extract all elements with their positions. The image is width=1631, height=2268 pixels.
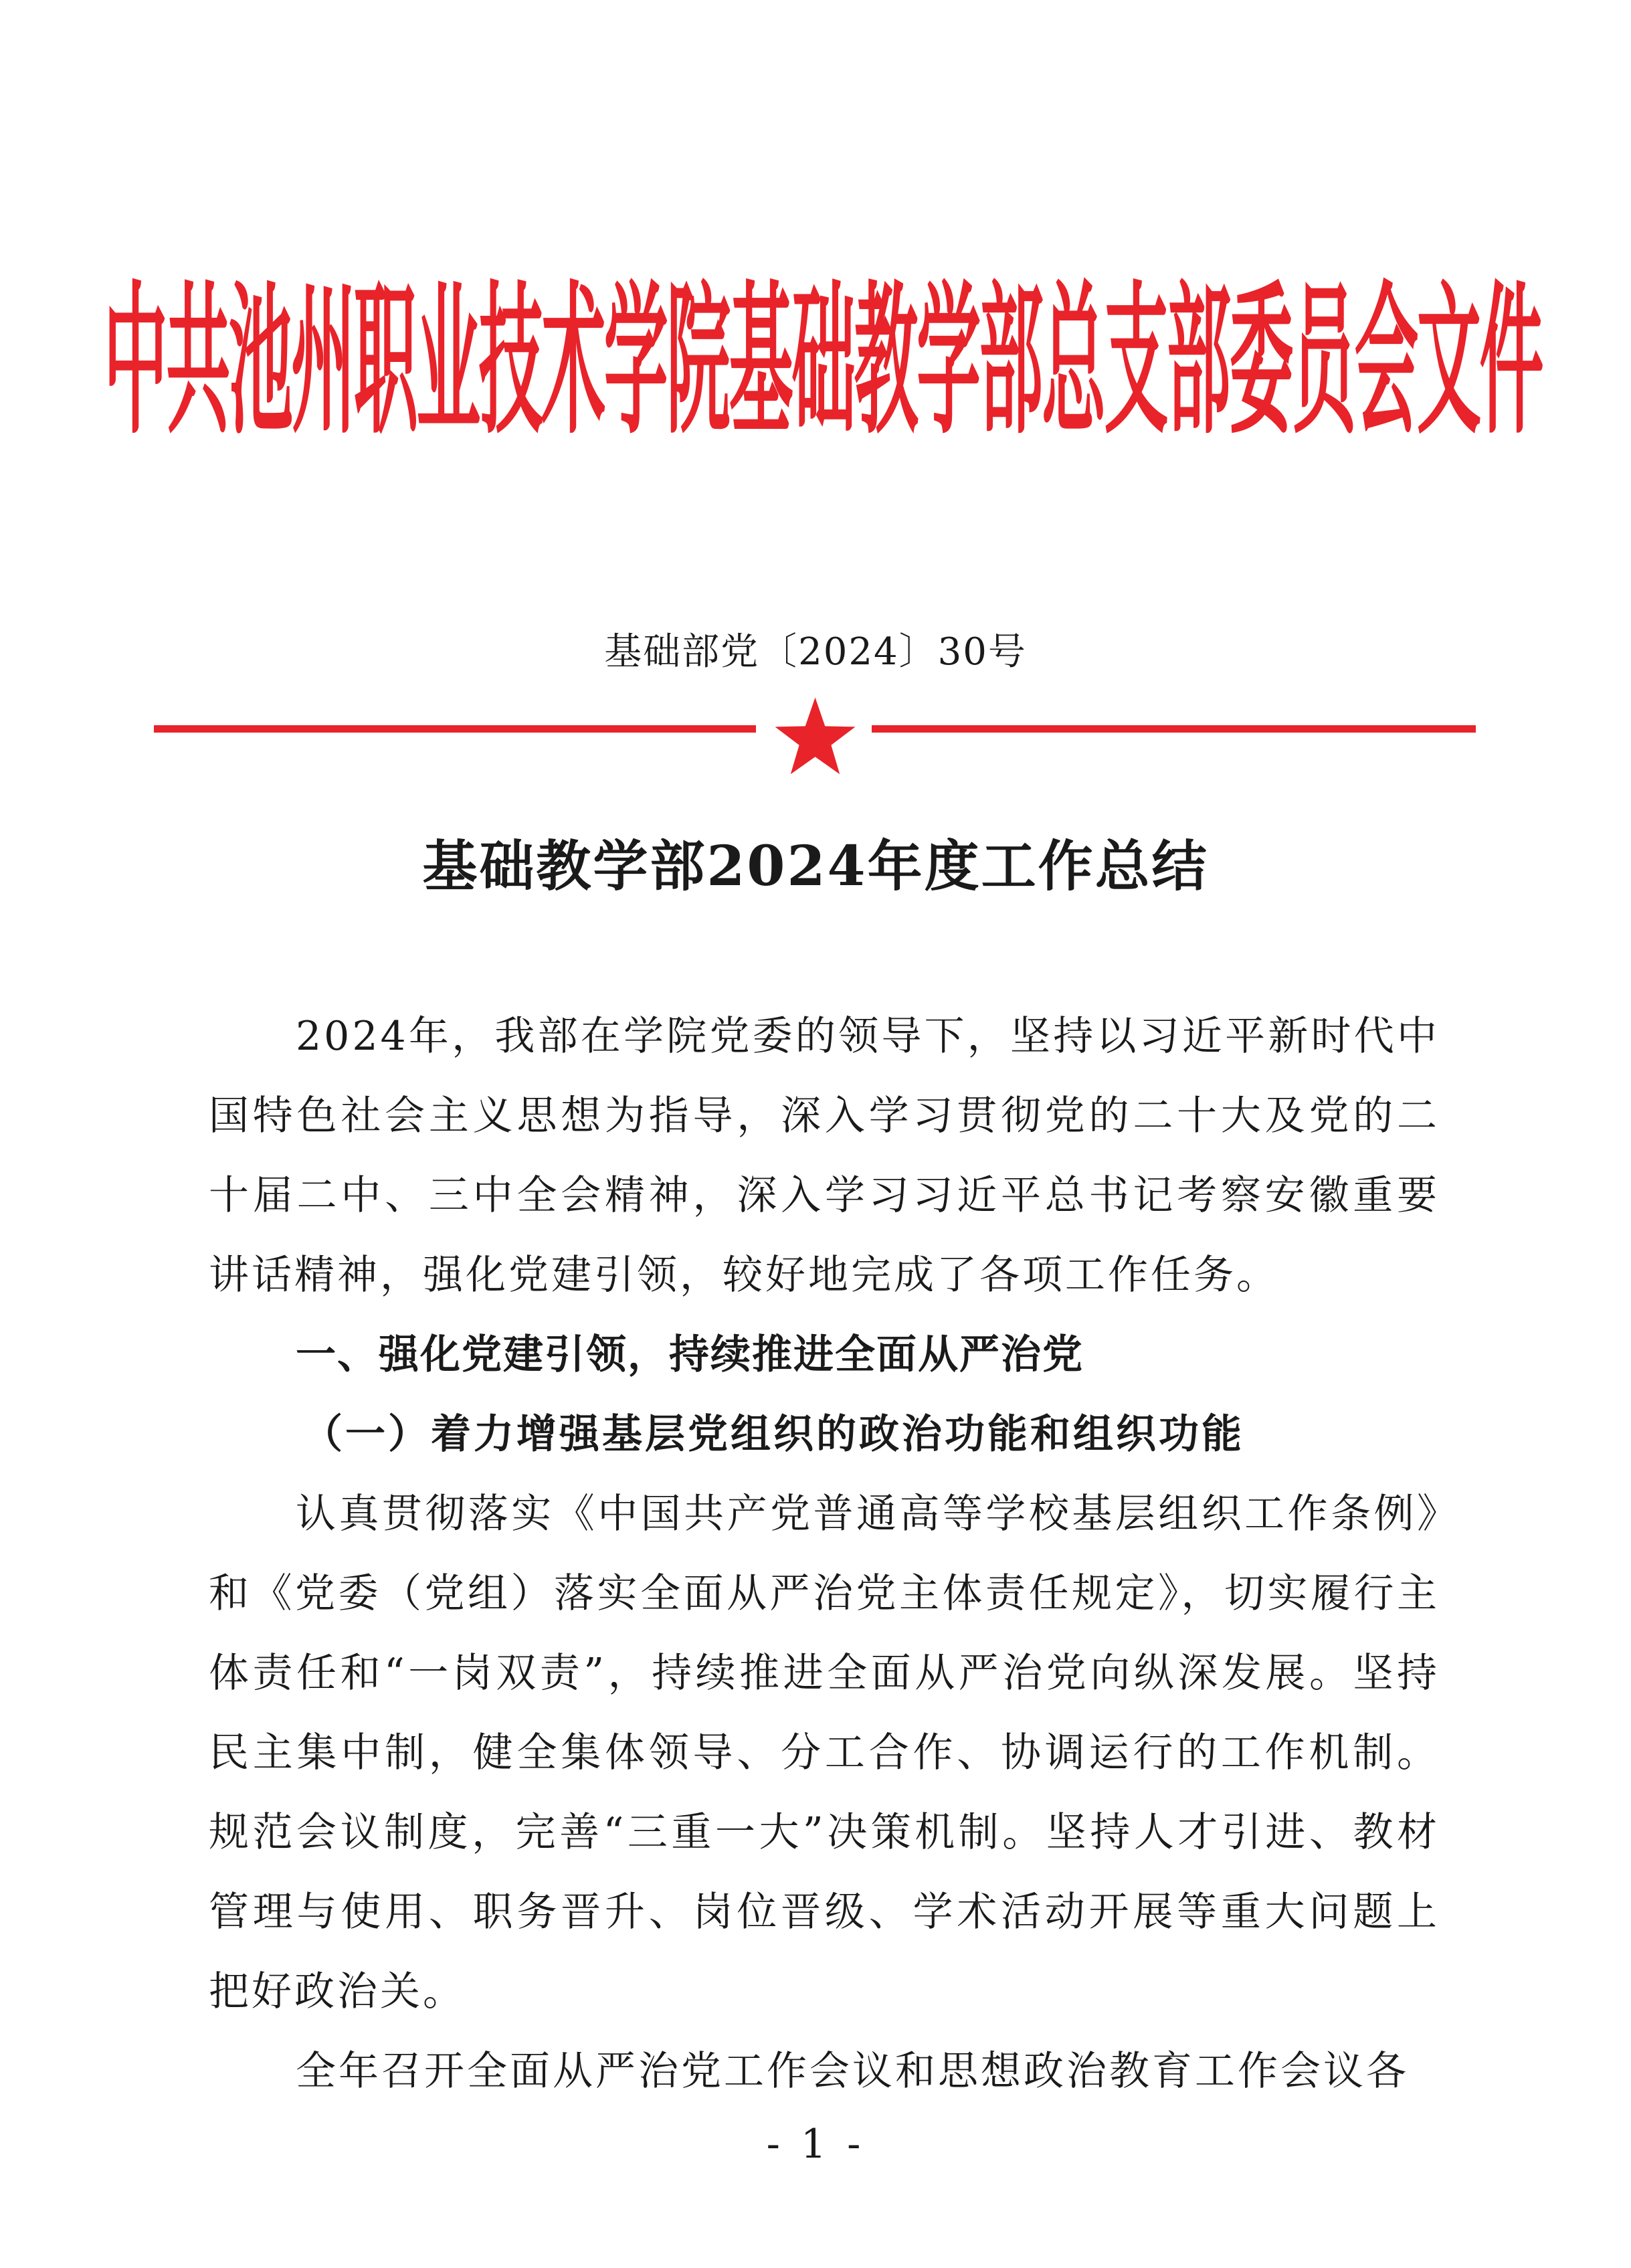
- red-separator-line-right: [872, 725, 1476, 733]
- header-title-text: 中共池州职业技术学院基础教学部总支部委员会文件: [103, 266, 1543, 457]
- section-heading: 一、强化党建引领，持续推进全面从严治党: [296, 1331, 1084, 1378]
- page-number: - 1 -: [766, 2121, 865, 2168]
- red-separator-line-left: [154, 725, 756, 733]
- red-star-icon: [773, 696, 857, 776]
- body-paragraph: 认真贯彻落实《中国共产党普通高等学校基层组织工作条例》和《党委（党组）落实全面从严治党主体责任规定》，切实履行主体责任和“一岗双责”，持续推进全面从严治党向纵深发展。坚持民主集中制，健全集体领导、分工合作、协调运行的工作机制。规范会议制度，完善“三重一大”决策机制。坚持人才引进、教材管理与使用、职务晋升、岗位晋级、学术活动开展等重大问题上把好政治关。: [209, 1491, 1440, 2015]
- intro-paragraph: 2024年，我部在学院党委的领导下，坚持以习近平新时代中国特色社会主义思想为指导，深入学习贯彻党的二十大及党的二十届二中、三中全会精神，深入学习习近平总书记考察安徽重要讲话精神，强化党建引领，较好地完成了各项工作任务。: [209, 1013, 1440, 1299]
- document-header-title: [103, 241, 1543, 482]
- body-paragraph-continued: 全年召开全面从严治党工作会议和思想政治教育工作会议各: [296, 2048, 1409, 2095]
- document-title: 基础教学部2024年度工作总结: [422, 834, 1209, 899]
- subsection-heading: （一）着力增强基层党组织的政治功能和组织功能: [302, 1411, 1244, 1458]
- document-number: 基础部党〔2024〕30号: [604, 630, 1027, 674]
- document-body: [209, 997, 1440, 2111]
